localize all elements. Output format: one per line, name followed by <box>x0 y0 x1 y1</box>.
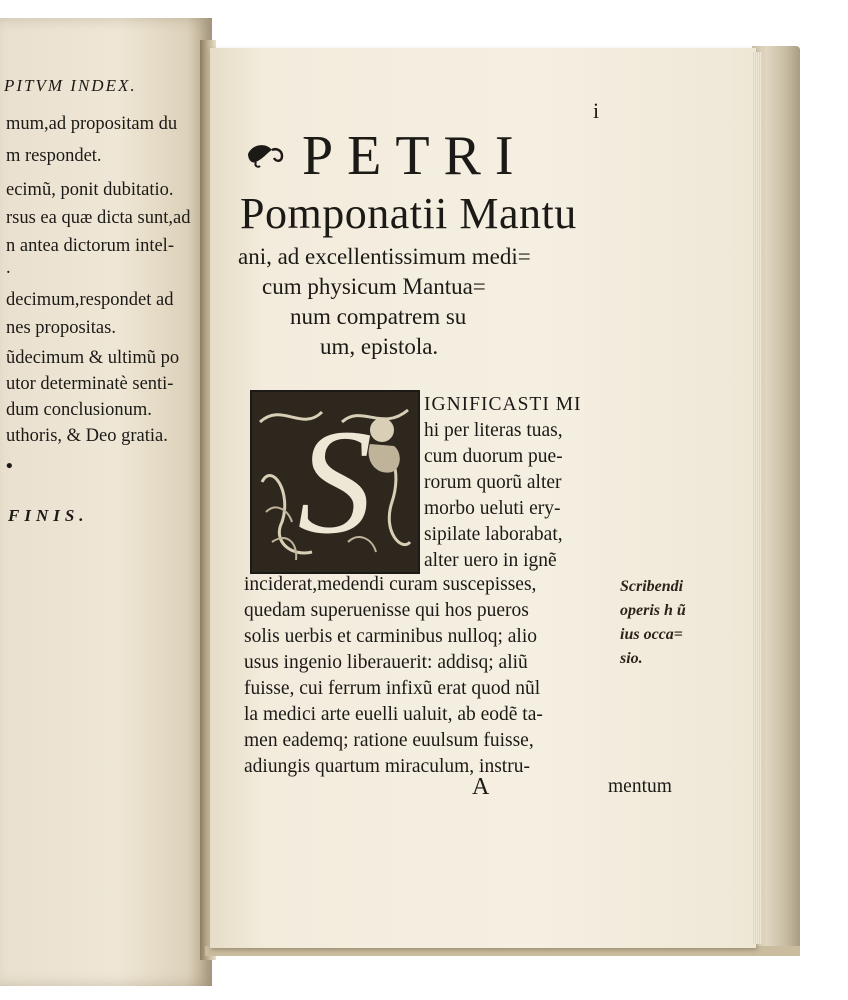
left-page-dot: • <box>4 456 15 477</box>
text-line: la medici arte euelli ualuit, ab eodẽ ta- <box>244 704 543 725</box>
index-line: ecimũ, ponit dubitatio. <box>6 180 174 200</box>
text-line: hi per literas tuas, <box>424 420 563 441</box>
folio-number: i <box>593 98 600 123</box>
finis-label: FINIS. <box>8 506 89 525</box>
text-line: men eademq; ratione euulsum fuisse, <box>244 730 534 751</box>
title-petri: PETRI <box>302 125 528 187</box>
index-line: rsus ea quæ dicta sunt,ad <box>6 208 191 228</box>
text-line: adiungis quartum miraculum, instru- <box>244 756 530 777</box>
index-line: nes propositas. <box>6 318 116 338</box>
index-line: dum conclusionum. <box>6 400 152 420</box>
marginal-note: ius occa= <box>620 626 683 643</box>
index-line: uthoris, & Deo gratia. <box>6 426 168 446</box>
text-line: alter uero in ignẽ <box>424 550 557 571</box>
subtitle-line: ani, ad excellentissimum medi= <box>238 244 531 269</box>
index-line: m respondet. <box>6 146 102 166</box>
leaf-fleuron-icon <box>246 140 286 170</box>
index-line: . <box>6 258 11 278</box>
index-line: mum,ad propositam du <box>6 114 178 134</box>
index-line: n antea dictorum intel- <box>6 236 174 256</box>
marginal-note: Scribendi <box>620 578 684 595</box>
right-page <box>210 48 756 948</box>
index-line: utor determinatè senti- <box>6 374 174 394</box>
text-line: usus ingenio liberauerit: addisq; aliũ <box>244 652 528 673</box>
subtitle-line: num compatrem su <box>290 304 467 329</box>
marginal-note: operis h ũ <box>620 602 686 619</box>
text-line: solis uerbis et carminibus nulloq; alio <box>244 626 538 647</box>
signature-mark: A <box>472 774 490 800</box>
catchword: mentum <box>608 776 672 797</box>
left-page <box>0 18 212 986</box>
index-line: ũdecimum & ultimũ po <box>6 348 180 368</box>
text-line: rorum quorũ alter <box>424 472 562 493</box>
text-line: morbo ueluti ery- <box>424 498 561 519</box>
text-line: fuisse, cui ferrum infixũ erat quod nũl <box>244 678 541 699</box>
decorated-initial <box>250 390 420 574</box>
text-line: IGNIFICASTI MI <box>424 394 582 415</box>
text-line: inciderat,medendi curam suscepisses, <box>244 574 537 595</box>
title-pomponatii: Pomponatii Mantu <box>240 189 577 238</box>
text-line: cum duorum pue- <box>424 446 563 467</box>
marginal-note: sio. <box>620 650 643 667</box>
text-line: quedam superuenisse qui hos pueros <box>244 600 529 621</box>
subtitle-line: cum physicum Mantua= <box>262 274 486 299</box>
initial-letter: S <box>297 399 373 565</box>
subtitle-line: um, epistola. <box>320 334 439 359</box>
index-line: decimum,respondet ad <box>6 290 174 310</box>
page-edges <box>752 52 762 944</box>
left-page-header: PITVM INDEX. <box>4 76 137 95</box>
text-line: sipilate laborabat, <box>424 524 563 545</box>
